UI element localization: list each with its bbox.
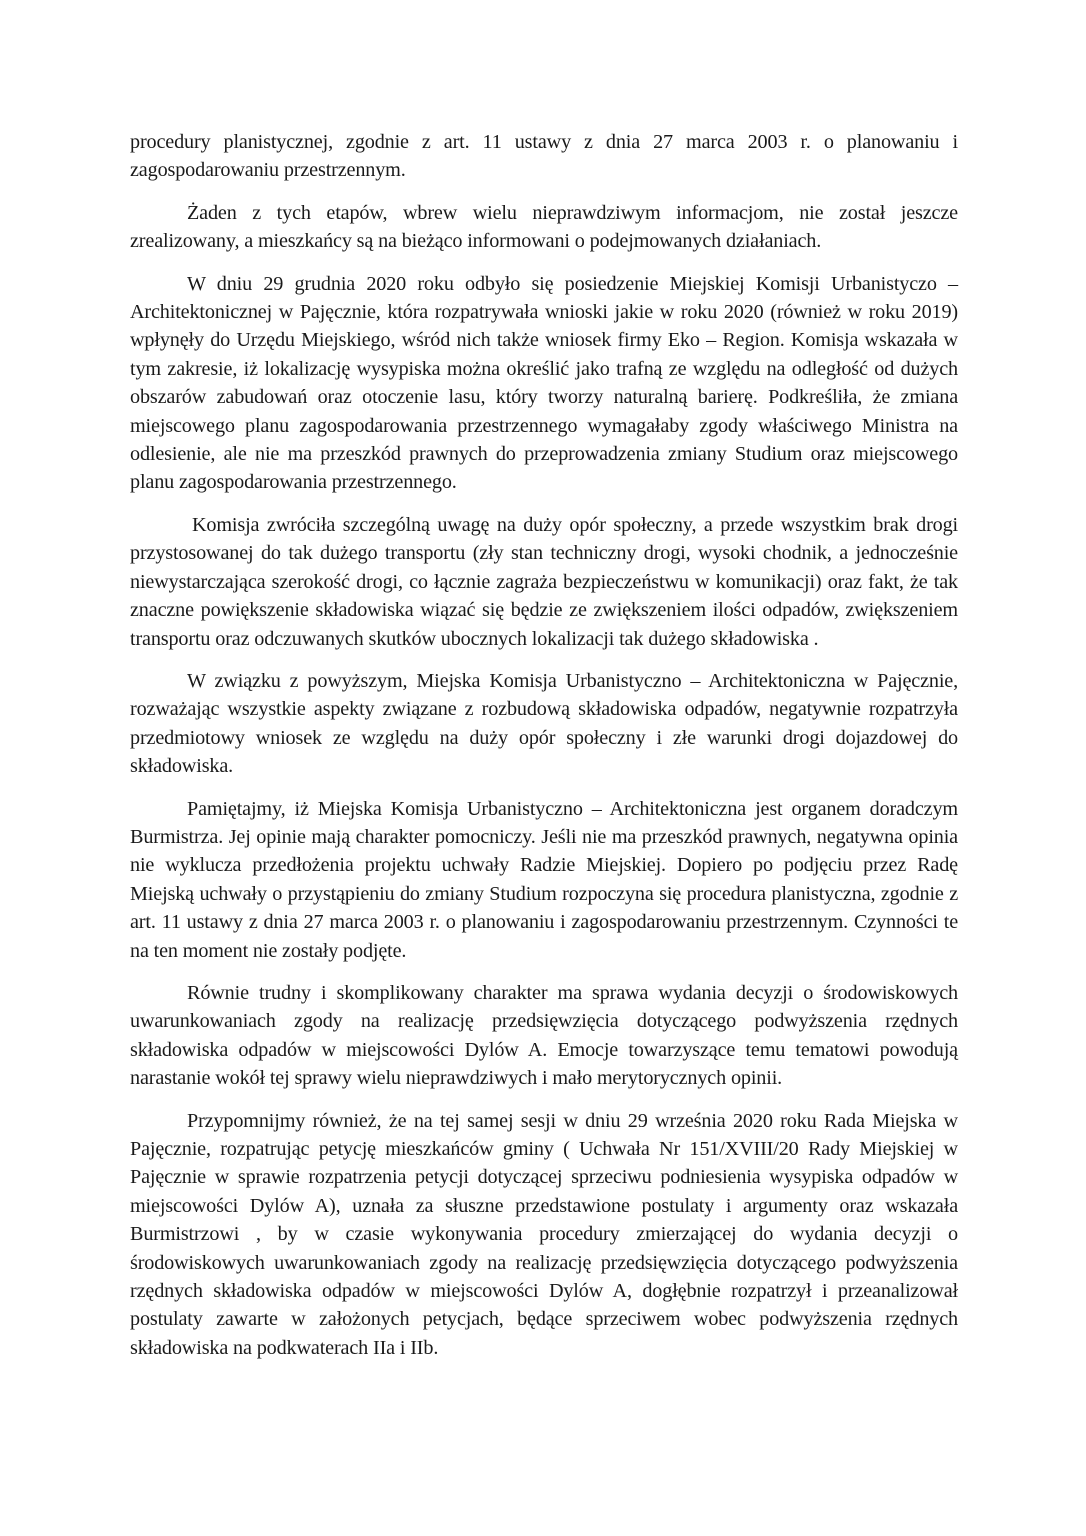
paragraph-advisory-role: Pamiętajmy, iż Miejska Komisja Urbanistyczno – Architektoniczna jest organem doradczym Burmistrza. Jej opinie mają charakter pomocniczy. Jeśli nie ma przeszkód prawnych, negatywna opinia nie wyklucza przedłożenia projektu uchwały Radzie Miejskiej. Dopiero po podjęciu przez Radę Miejską uchwały o przystąpieniu do zmiany Studium rozpoczyna się procedura planistyczna, zgodnie z art. 11 ustawy z dnia 27 marca 2003 r. o planowaniu i zagospodarowaniu przestrzennym. Czynności te na ten moment nie zostały podjęte. <box>130 797 958 962</box>
paragraph-stages-status: Żaden z tych etapów, wbrew wielu nieprawdziwym informacjom, nie został jeszcze zrealizowany, a mieszkańcy są na bieżąco informowani o podejmowanych działaniach. <box>130 201 958 253</box>
paragraph-continuation: procedury planistycznej, zgodnie z art. 11 ustawy z dnia 27 marca 2003 r. o planowaniu i zagospodarowaniu przestrzennym. <box>130 131 958 182</box>
paragraph-negative-opinion: W związku z powyższym, Miejska Komisja Urbanistyczno – Architektoniczna w Pajęcznie, rozważając wszystkie aspekty związane z rozbudową składowiska odpadów, negatywnie rozpatrzyła przedmiotowy wniosek ze względu na duży opór społeczny i złe warunki drogi dojazdowej do składowiska. <box>130 669 958 778</box>
paragraph-commission-meeting: W dniu 29 grudnia 2020 roku odbyło się posiedzenie Miejskiej Komisji Urbanistyczo – Architektonicznej w Pajęcznie, która rozpatrywała wnioski jakie w roku 2020 (również w roku 2019) wpłynęły do Urzędu Miejskiego, wśród nich także wniosek firmy Eko – Region. Komisja wskazała w tym zakresie, iż lokalizację wysypiska można określić jako trafną ze względu na odległość od dużych obszarów zabudowań oraz otoczenie lasu, który tworzy naturalną barierę. Podkreśliła, że zmiana miejscowego planu zagospodarowania przestrzennego wymagałaby zgody właściwego Ministra na odlesienie, ale nie ma przeszkód prawnych do przeprowadzenia zmiany Studium oraz miejscowego planu zagospodarowania przestrzennego. <box>130 272 958 494</box>
paragraph-environmental-decision: Równie trudny i skomplikowany charakter ma sprawa wydania decyzji o środowiskowych uwarunkowaniach zgody na realizację przedsięwzięcia dotyczącego podwyższenia rzędnych składowiska odpadów w miejscowości Dylów A. Emocje towarzyszące temu tematowi powodują narastanie wokół tej sprawy wielu nieprawdziwych i mało merytorycznych opinii. <box>130 981 958 1090</box>
document-page <box>130 128 958 1376</box>
paragraph-council-resolution: Przypomnijmy również, że na tej samej sesji w dniu 29 września 2020 roku Rada Miejska w Pajęcznie, rozpatrując petycję mieszkańców gminy ( Uchwała Nr 151/XVIII/20 Rady Miejskiej w Pajęcznie w sprawie rozpatrzenia petycji dotyczącej sprzeciwu podniesienia wysypiska odpadów w miejscowości Dylów A), uznała za słuszne przedstawione postulaty i argumenty oraz wskazała Burmistrzowi , by w czasie wykonywania procedury zmierzającej do wydania decyzji o środowiskowych uwarunkowaniach zgody na realizację przedsięwzięcia dotyczącego podwyższenia rzędnych składowiska odpadów w miejscowości Dylów A, dogłębnie rozpatrzył i przeanalizował postulaty zawarte w założonych petycjach, będące sprzeciwem wobec podwyższenia rzędnych składowiska na podkwaterach IIa i IIb. <box>130 1109 958 1359</box>
paragraph-social-opposition: Komisja zwróciła szczególną uwagę na duży opór społeczny, a przede wszystkim brak drogi przystosowanej do tak dużego transportu (zły stan techniczny drogi, wysoki chodnik, a jednocześnie niewystarczająca szerokość drogi, co łącznie zagraża bezpieczeństwu w komunikacji) oraz fakt, że tak znaczne powiększenie składowiska wiązać się będzie ze zwiększeniem ilości odpadów, zwiększeniem transportu oraz odczuwanych skutków ubocznych lokalizacji tak dużego składowiska . <box>130 513 958 650</box>
